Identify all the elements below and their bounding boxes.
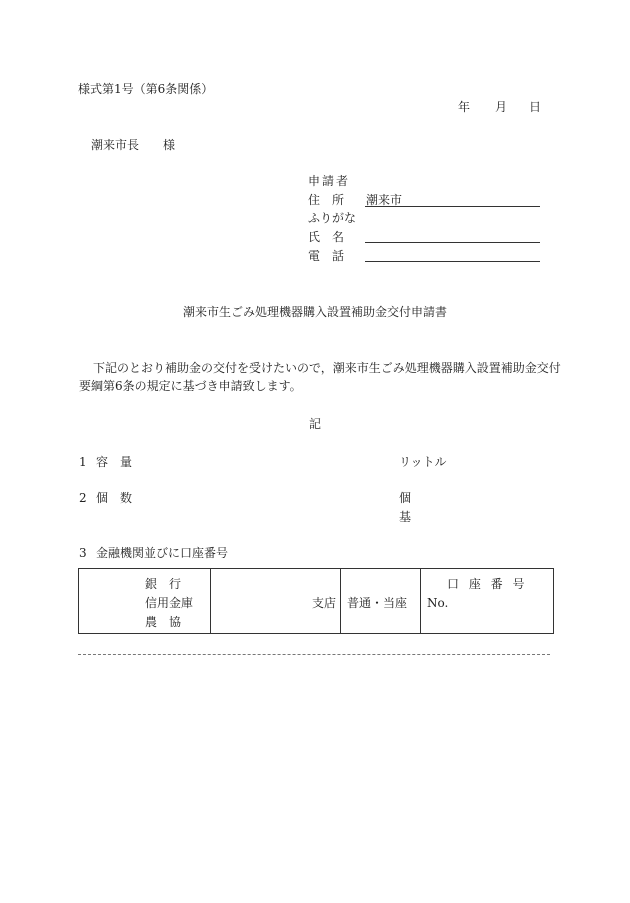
bank-type-cell: [79, 569, 211, 634]
date-month-label: 月: [495, 100, 508, 114]
account-number-cell[interactable]: [421, 569, 554, 634]
account-type-cell[interactable]: [341, 569, 421, 634]
name-field-line[interactable]: [365, 242, 540, 243]
applicant-heading: 申請者: [308, 174, 351, 188]
branch-label: 支店: [311, 596, 336, 610]
ki-heading: 記: [309, 417, 322, 431]
account-number-heading: 口 座 番 号: [447, 577, 528, 591]
bank-type-shinkin: 信用金庫: [145, 596, 194, 610]
date-year-label: 年: [458, 100, 471, 114]
bank-table: [78, 568, 554, 634]
account-no-label: No.: [427, 596, 449, 610]
name-label: 氏 名: [308, 230, 345, 244]
phone-field-line[interactable]: [365, 261, 540, 262]
document-title: 潮来市生ごみ処理機器購入設置補助金交付申請書: [182, 305, 447, 319]
item-1-label: 容 量: [96, 455, 133, 469]
quantity-unit-1: 個: [399, 491, 412, 505]
body-line-1: 下記のとおり補助金の交付を受けたいので，潮来市生ごみ処理機器購入設置補助金交付: [93, 361, 561, 375]
furigana-label: ふりがな: [308, 211, 357, 225]
item-2-number: 2: [79, 491, 87, 505]
date-day-label: 日: [529, 100, 542, 114]
address-field-line[interactable]: [365, 206, 540, 207]
quantity-unit-2: 基: [399, 510, 412, 524]
branch-cell[interactable]: [211, 569, 341, 634]
address-label: 住 所: [308, 193, 345, 207]
item-3-label: 金融機関並びに口座番号: [96, 546, 229, 560]
item-2-label: 個 数: [96, 491, 133, 505]
item-1-number: 1: [79, 455, 87, 469]
cut-line-divider: [78, 654, 550, 655]
bank-type-bank: 銀 行: [145, 577, 182, 591]
phone-label: 電 話: [308, 249, 345, 263]
capacity-unit: リットル: [399, 455, 447, 469]
account-type-label: 普通・当座: [347, 596, 408, 610]
bank-type-noukyou: 農 協: [145, 615, 182, 629]
body-line-2: 要綱第6条の規定に基づき申請致します。: [79, 379, 302, 393]
address-value: 潮来市: [366, 193, 403, 207]
item-3-number: 3: [79, 546, 87, 560]
form-number: 様式第1号（第6条関係）: [78, 82, 214, 96]
addressee: 潮来市長 様: [91, 138, 176, 152]
